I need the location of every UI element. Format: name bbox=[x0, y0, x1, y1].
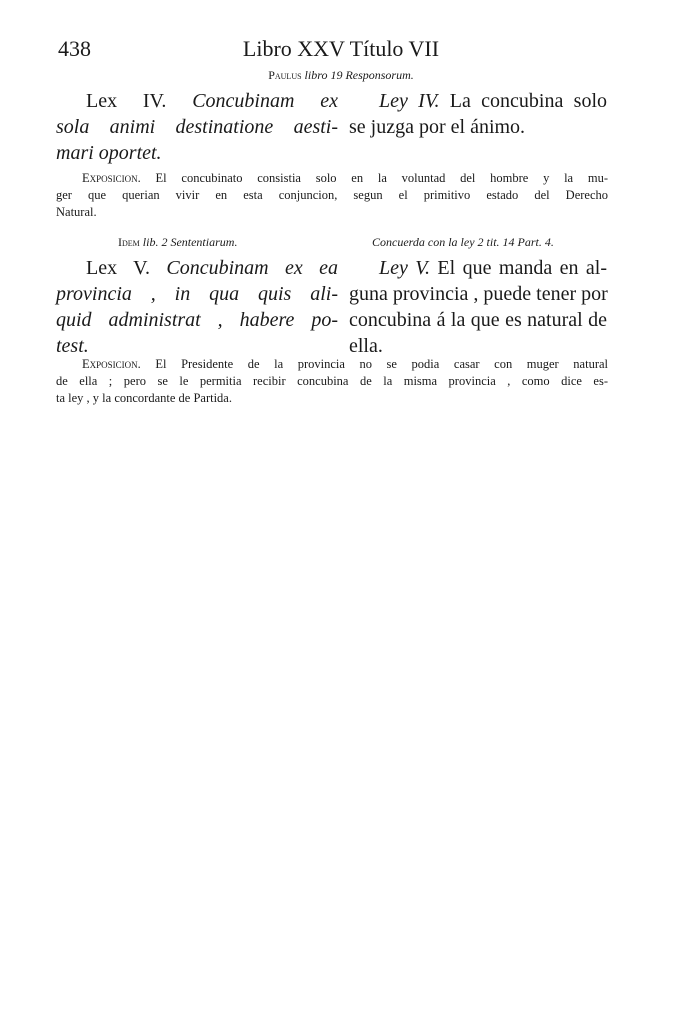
law-4-latin-line-3: mari oportet. bbox=[56, 142, 162, 164]
law-5-exposition-line-1 bbox=[56, 356, 608, 373]
law-5-latin-line-1 bbox=[56, 255, 338, 281]
law-5-spanish-number: Ley V. bbox=[379, 257, 430, 279]
law-4-exposition-line-2: ger que querian vivir en esta conjuncion, segun el primitivo estado del Derecho bbox=[56, 188, 608, 202]
law-4-exposition-line-1 bbox=[56, 170, 608, 187]
law-4-exposition-first-words: El concubinato consistia solo en la voluntad del hombre y la mu- bbox=[155, 171, 608, 185]
law-5-spanish-text bbox=[349, 255, 607, 359]
law-4-latin-text bbox=[56, 88, 338, 166]
page-number: 438 bbox=[58, 36, 91, 61]
law-4-spanish-line-1 bbox=[349, 88, 607, 114]
law-5-concordance: Concuerda con la ley 2 tit. 14 Part. 4. bbox=[372, 235, 554, 249]
law-5-source-author: Idem bbox=[118, 235, 140, 249]
law-5-source-rest: lib. 2 Sententiarum. bbox=[142, 235, 238, 249]
law-4-source-author: Paulus bbox=[268, 68, 302, 82]
law-4-source-rest: libro 19 Responsorum. bbox=[304, 68, 414, 82]
law-5-latin-line-3: quid administrat , habere po- bbox=[56, 309, 338, 331]
law-4-latin-line-2: sola animi destinatione aesti- bbox=[56, 116, 338, 138]
law-5-exposition bbox=[56, 356, 608, 407]
law-5-exposition-line-2: de ella ; pero se le permitia recibir concubina de la misma provincia , como dice es- bbox=[56, 374, 608, 388]
law-4-spanish-number: Ley IV. bbox=[379, 90, 440, 112]
law-5-latin-line-4: test. bbox=[56, 335, 89, 357]
law-5-latin-first-words: Concubinam ex ea bbox=[166, 257, 338, 279]
law-4-spanish-first-words: La concubina solo bbox=[449, 90, 607, 112]
law-5-exposition-line-3: ta ley , y la concordante de Partida. bbox=[56, 391, 232, 405]
running-head: Libro XXV Título VII bbox=[242, 36, 440, 61]
law-5-exposition-label: Exposicion. bbox=[82, 357, 141, 371]
law-5-exposition-first-words: El Presidente de la provincia no se podia casar con muger natural bbox=[155, 357, 609, 371]
law-4-exposition-label: Exposicion. bbox=[82, 171, 141, 185]
law-4-spanish-text bbox=[349, 88, 607, 140]
law-5-latin-source bbox=[118, 235, 237, 250]
law-5-spanish-first-words: El que manda en al- bbox=[437, 257, 608, 279]
law-4-exposition bbox=[56, 170, 608, 221]
law-4-latin-line-1 bbox=[56, 88, 338, 114]
law-5-latin-text bbox=[56, 255, 338, 359]
law-4-source bbox=[0, 68, 682, 83]
law-5-latin-number: Lex V. bbox=[86, 257, 150, 279]
law-4-spanish-line-2: se juzga por el ánimo. bbox=[349, 116, 526, 138]
law-4-latin-first-words: Concubinam ex bbox=[192, 90, 338, 112]
law-5-spanish-line-3: concubina á la que es natural de bbox=[349, 309, 607, 331]
law-4-latin-number: Lex IV. bbox=[86, 90, 167, 112]
law-5-spanish-line-1 bbox=[349, 255, 607, 281]
law-4-exposition-line-3: Natural. bbox=[56, 205, 97, 219]
law-5-spanish-line-4: ella. bbox=[349, 335, 383, 357]
law-5-latin-line-2: provincia , in qua quis ali- bbox=[56, 283, 338, 305]
law-5-spanish-line-2: guna provincia , puede tener por bbox=[349, 283, 608, 305]
